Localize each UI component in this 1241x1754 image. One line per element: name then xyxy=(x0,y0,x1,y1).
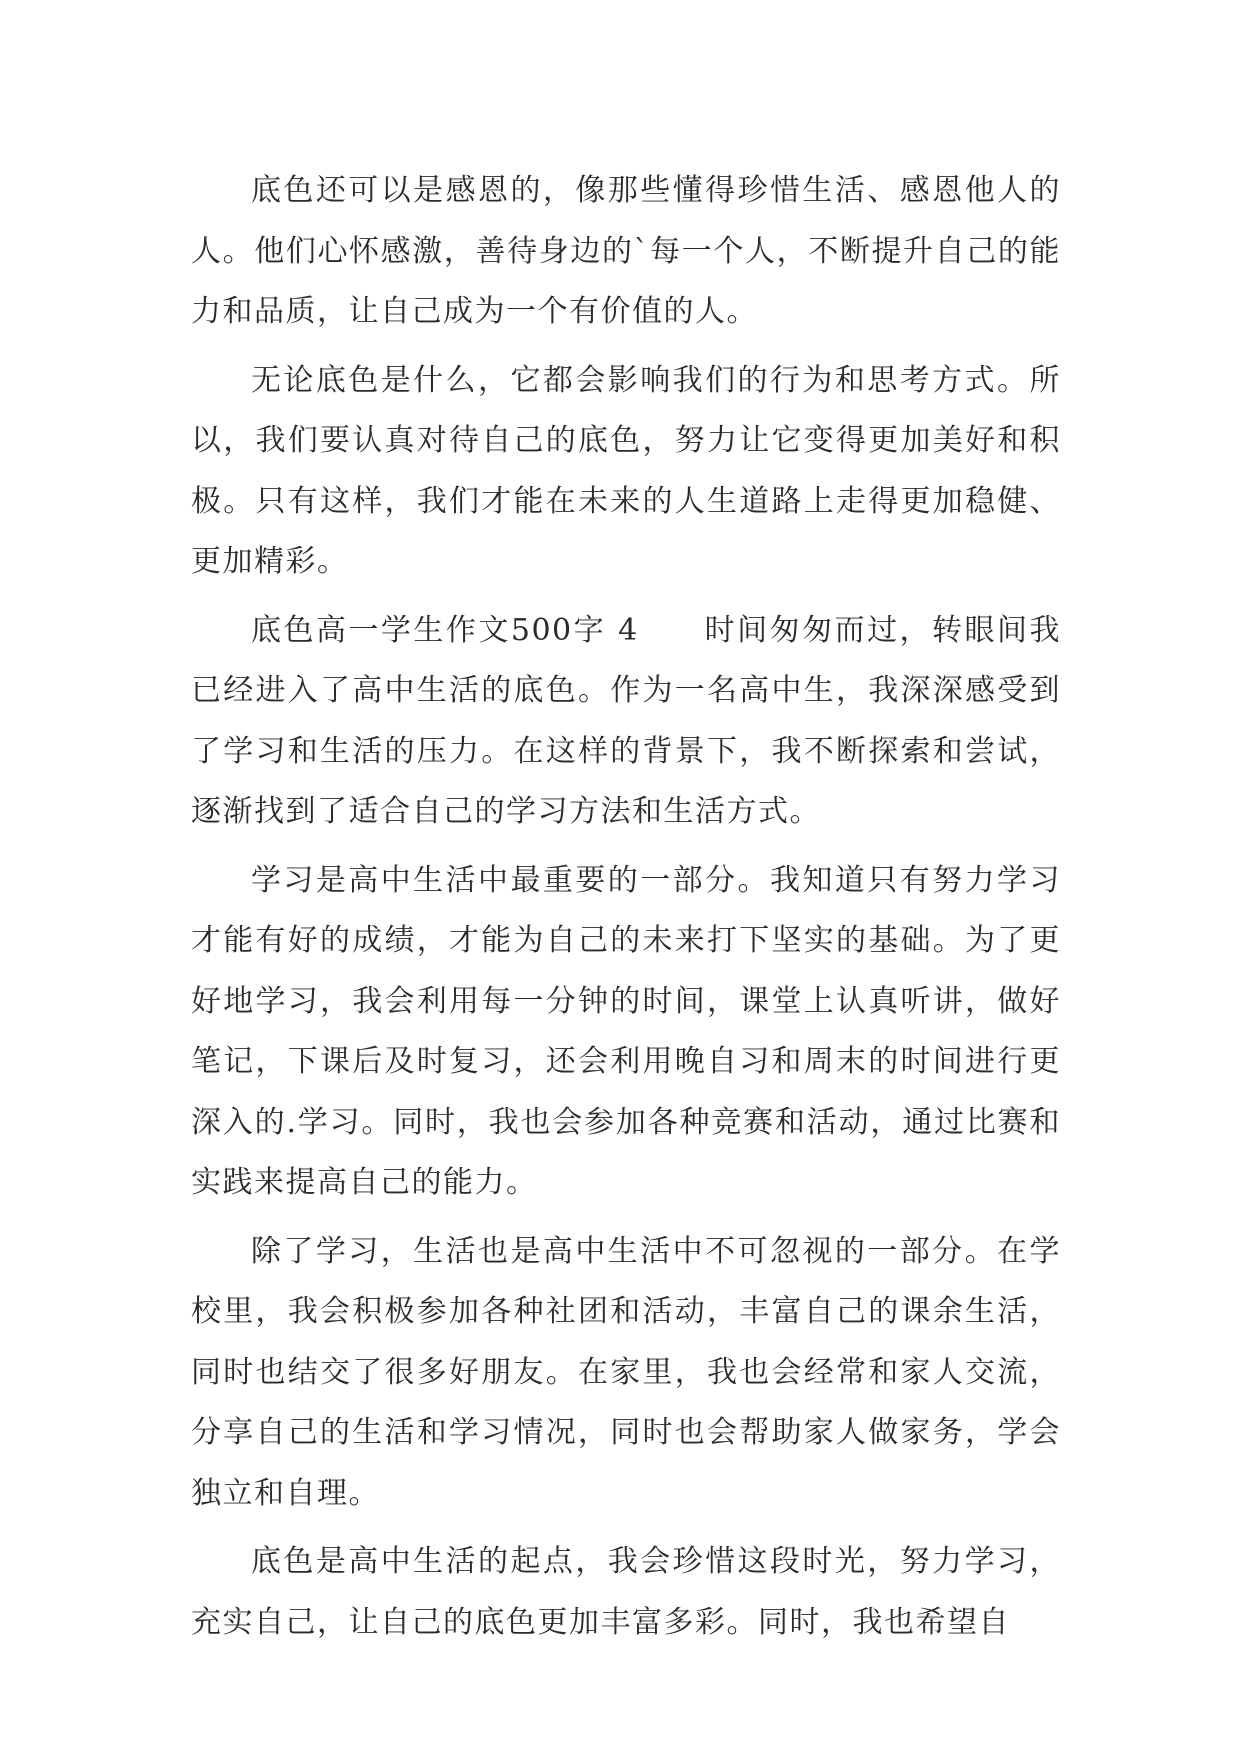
paragraph-starting-point: 底色是高中生活的起点，我会珍惜这段时光，努力学习，充实自己，让自己的底色更加丰富多彩。同时，我也希望自 xyxy=(191,1544,1061,1640)
paragraph-essay-4-intro: 底色高一学生作文500字 4 时间匆匆而过，转眼间我已经进入了高中生活的底色。作为一名高中生，我深深感受到了学习和生活的压力。在这样的背景下，我不断探索和尝试，逐渐找到了适合自己的学习方法和生活方式。 xyxy=(191,612,1061,829)
paragraph-study: 学习是高中生活中最重要的一部分。我知道只有努力学习才能有好的成绩，才能为自己的未来打下坚实的基础。为了更好地学习，我会利用每一分钟的时间，课堂上认真听讲，做好笔记，下课后及时复习，还会利用晚自习和周末的时间进行更深入的.学习。同时，我也会参加各种竞赛和活动，通过比赛和实践来提高自己的能力。 xyxy=(191,862,1061,1200)
document-body xyxy=(191,161,1061,1661)
paragraph-influence: 无论底色是什么，它都会影响我们的行为和思考方式。所以，我们要认真对待自己的底色，努力让它变得更加美好和积极。只有这样，我们才能在未来的人生道路上走得更加稳健、更加精彩。 xyxy=(191,362,1061,579)
paragraph-gratitude: 底色还可以是感恩的，像那些懂得珍惜生活、感恩他人的人。他们心怀感激，善待身边的`每一个人，不断提升自己的能力和品质，让自己成为一个有价值的人。 xyxy=(191,173,1061,329)
paragraph-life: 除了学习，生活也是高中生活中不可忽视的一部分。在学校里，我会积极参加各种社团和活动，丰富自己的课余生活，同时也结交了很多好朋友。在家里，我也会经常和家人交流，分享自己的生活和学习情况，同时也会帮助家人做家务，学会独立和自理。 xyxy=(191,1233,1061,1511)
